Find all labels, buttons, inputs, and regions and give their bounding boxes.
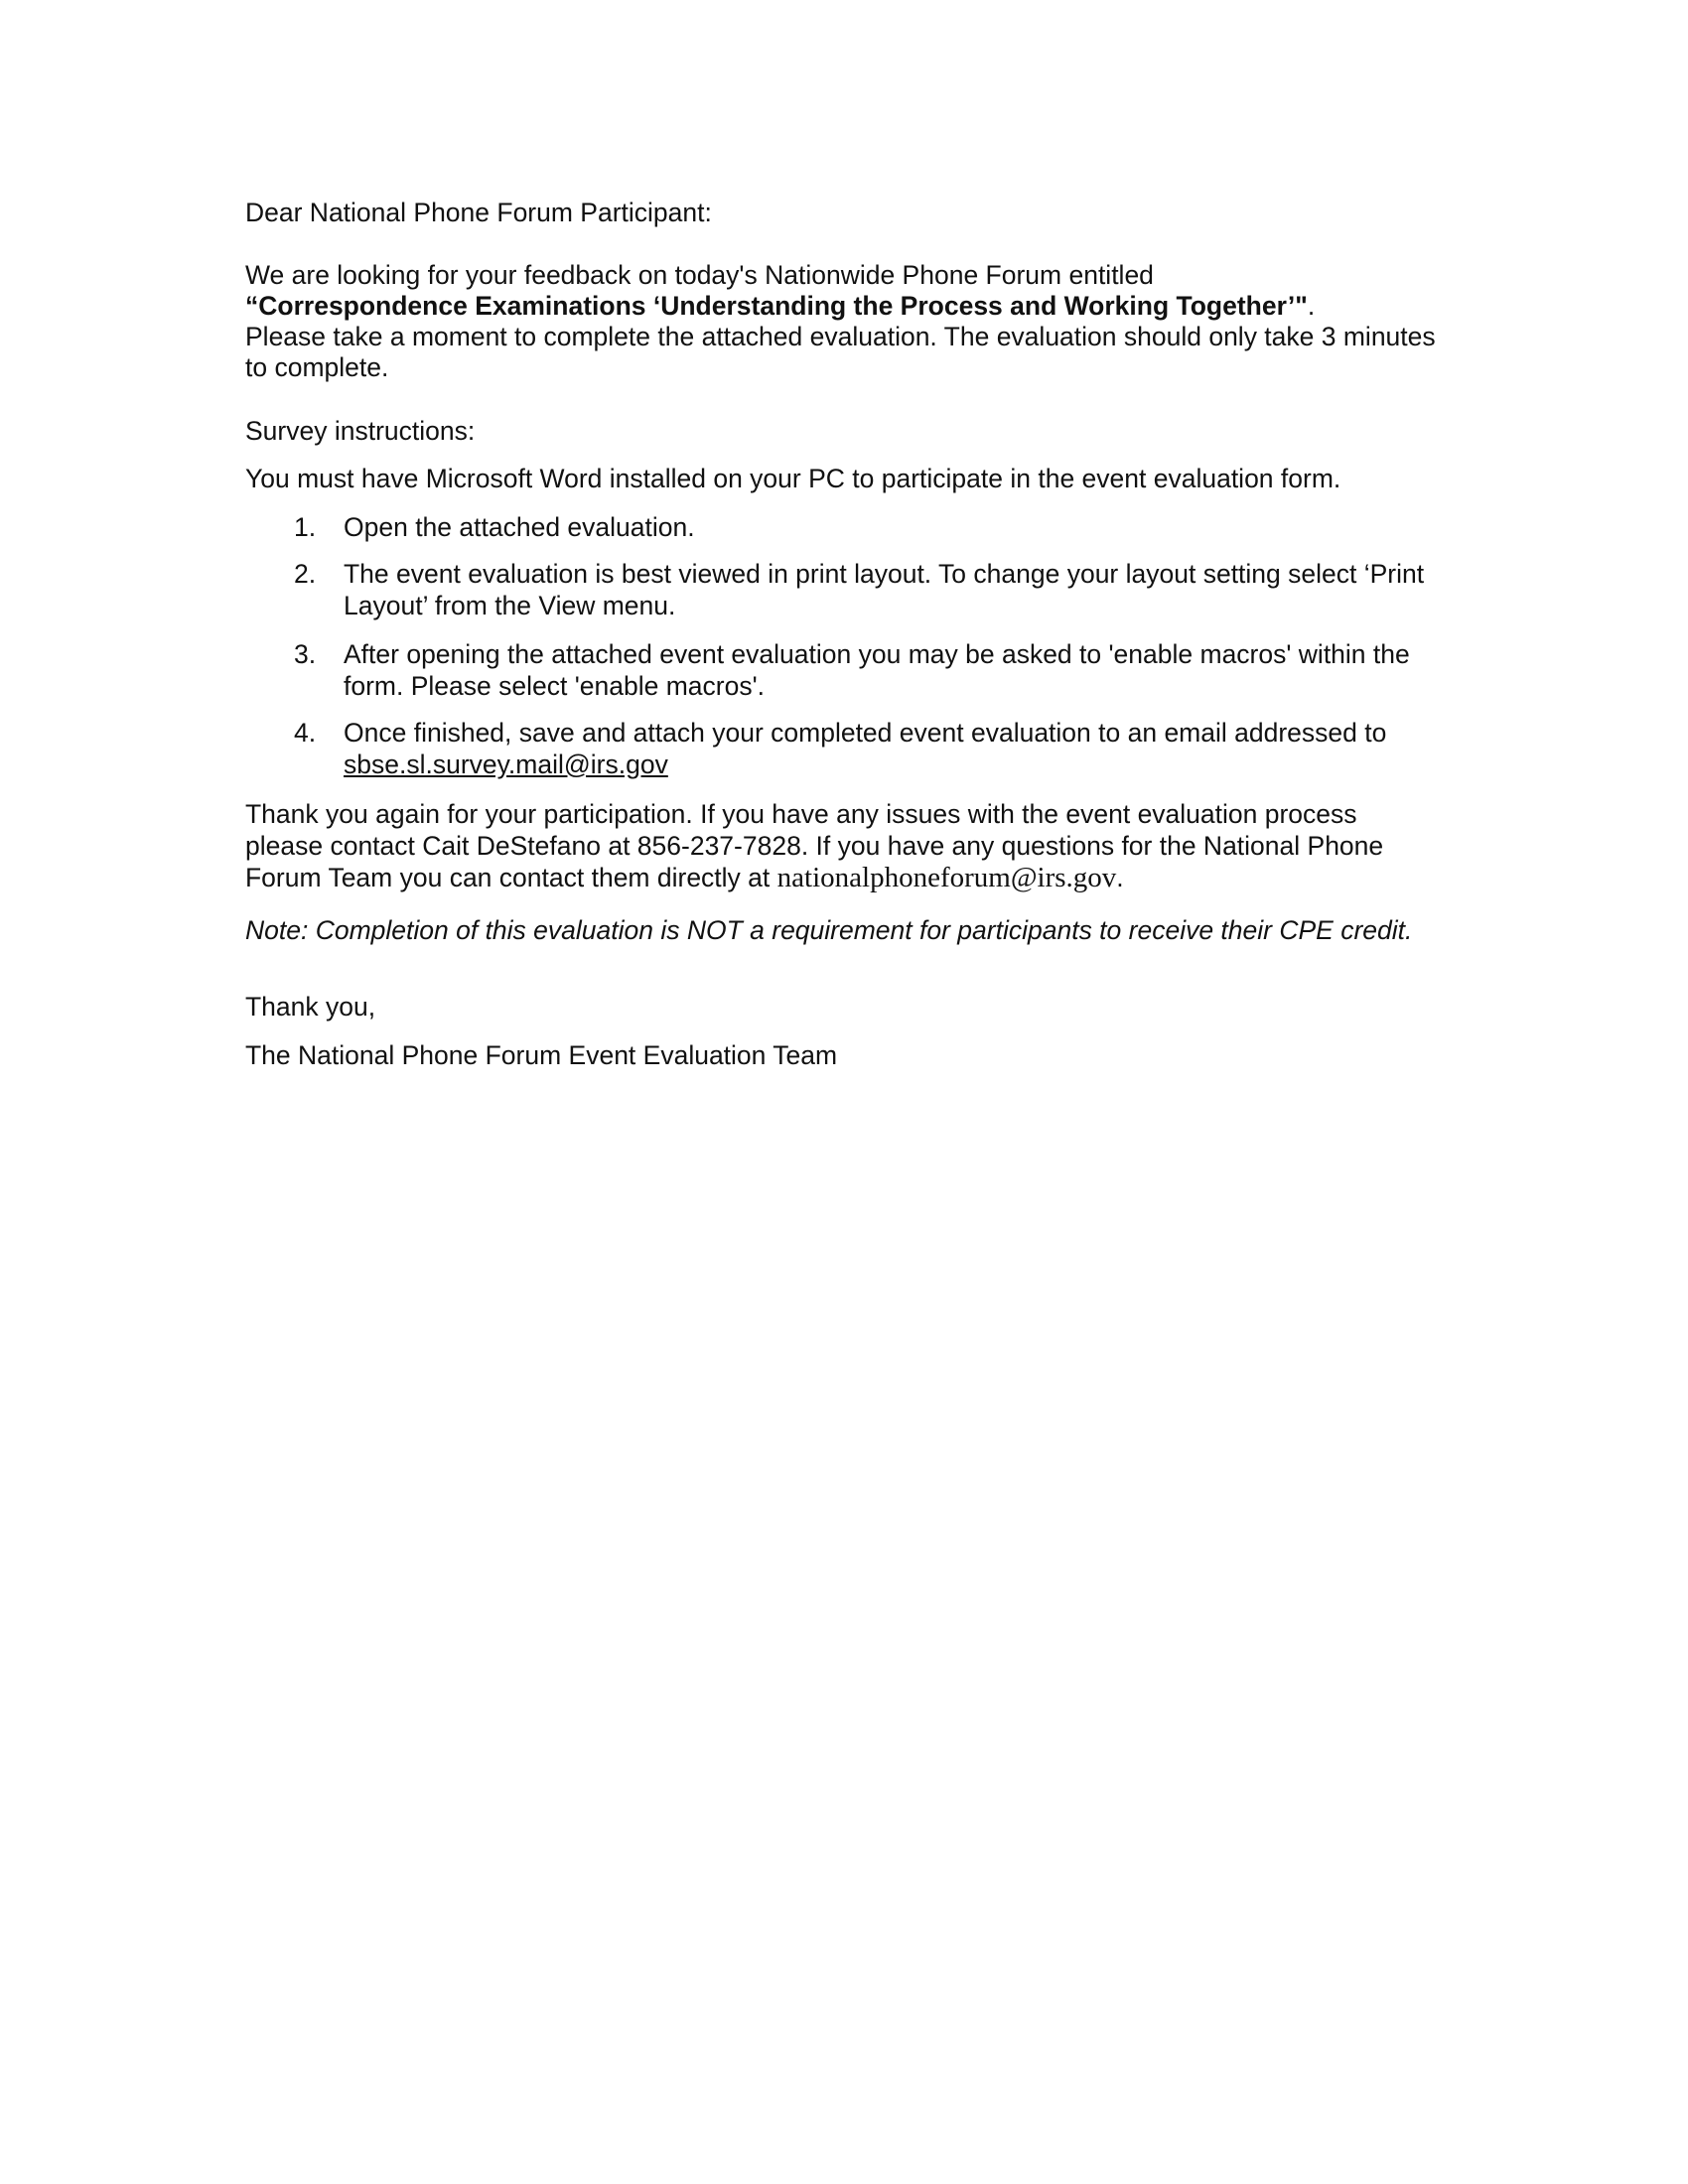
closing: Thank you, bbox=[245, 992, 376, 1022]
note-text: Note: Completion of this evaluation is NOT a requirement for participants to receive their CPE credit. bbox=[245, 915, 1413, 945]
intro-instructions: Please take a moment to complete the attached evaluation. The evaluation should only take 3 minutes to complete. bbox=[245, 322, 1436, 382]
intro-paragraph bbox=[245, 260, 1437, 383]
survey-email-link[interactable]: sbse.sl.survey.mail@irs.gov bbox=[344, 749, 668, 779]
requirement-text: You must have Microsoft Word installed on your PC to participate in the event evaluation form. bbox=[245, 464, 1341, 493]
intro-line: We are looking for your feedback on today's Nationwide Phone Forum entitled bbox=[245, 260, 1154, 290]
step-text: After opening the attached event evaluation you may be asked to 'enable macros' within the form. Please select 'enable macros'. bbox=[344, 639, 1410, 701]
salutation: Dear National Phone Forum Participant: bbox=[245, 198, 712, 227]
forum-title: “Correspondence Examinations ‘Understanding the Process and Working Together’" bbox=[245, 291, 1308, 321]
title-suffix: . bbox=[1307, 291, 1316, 321]
contact-suffix: . bbox=[1116, 863, 1124, 892]
survey-heading: Survey instructions: bbox=[245, 416, 476, 446]
signature: The National Phone Forum Event Evaluation Team bbox=[245, 1040, 838, 1070]
step-item bbox=[344, 718, 1426, 780]
step-text: Once finished, save and attach your completed event evaluation to an email addressed to bbox=[344, 718, 1387, 748]
forum-email[interactable]: nationalphoneforum@irs.gov bbox=[776, 862, 1117, 893]
step-number: 2. bbox=[294, 559, 317, 589]
step-text: Open the attached evaluation. bbox=[344, 512, 695, 542]
step-text: The event evaluation is best viewed in print layout. To change your layout setting select ‘Print Layout’ from the View menu. bbox=[344, 559, 1425, 620]
step-number: 3. bbox=[294, 639, 317, 669]
step-number: 4. bbox=[294, 718, 317, 748]
step-number: 1. bbox=[294, 512, 317, 542]
contact-paragraph bbox=[245, 798, 1437, 893]
contact-text: Thank you again for your participation. If you have any issues with the event evaluation process please contact Cait DeStefano at 856-237-7828. If you have any questions for the National Phone Forum Team you can contact them directly at bbox=[245, 799, 1384, 892]
